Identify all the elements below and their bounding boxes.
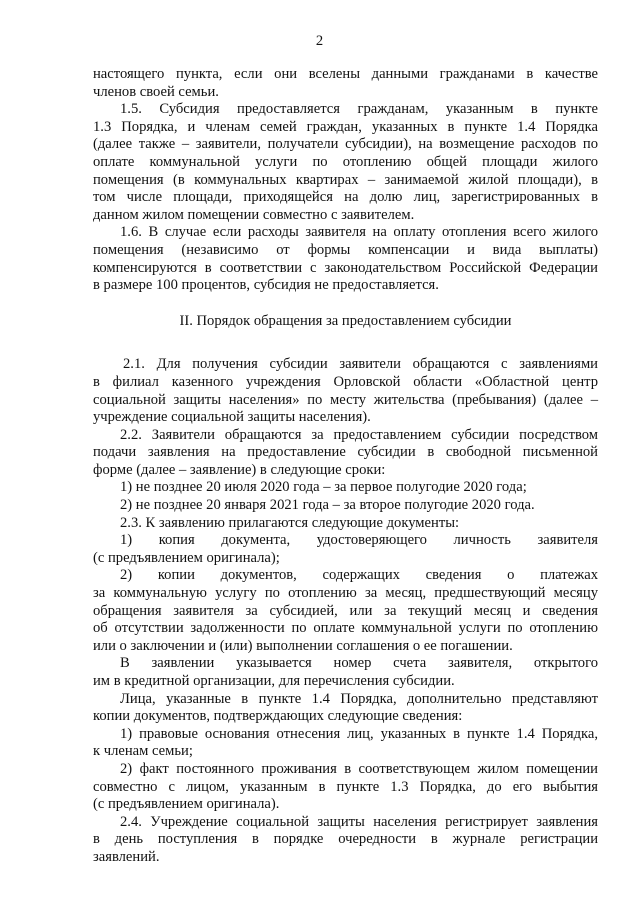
text-line: в размере 100 процентов, субсидия не предоставляется. — [93, 277, 439, 294]
text-line: 1) копия документа, удостоверяющего личность заявителя — [120, 532, 598, 549]
list-item-family-1 — [93, 726, 598, 761]
paragraph-1-6 — [93, 224, 598, 294]
paragraph-continuation — [93, 66, 598, 101]
text-line: учреждение социальной защиты населения). — [93, 409, 371, 426]
text-line: В заявлении указывается номер счета заявителя, открытого — [120, 655, 598, 672]
list-item-document-1 — [93, 532, 598, 567]
paragraph-account — [93, 655, 598, 690]
paragraph-family-members — [93, 691, 598, 726]
paragraph-1-5 — [93, 101, 598, 224]
text-line: данном жилом помещении совместно с заявителем. — [93, 206, 415, 223]
text-line: 1.5. Субсидия предоставляется гражданам, указанным в пункте — [120, 101, 598, 118]
text-line: оплате коммунальной услуги по отоплению общей площади жилого — [93, 153, 598, 170]
text-line: помещения (независимо от формы компенсации и вида выплаты) — [93, 241, 598, 258]
text-line: в филиал казенного учреждения Орловской области «Областной центр — [93, 373, 598, 390]
text-line: форме (далее – заявление) в следующие сроки: — [93, 461, 386, 478]
text-line: 2.4. Учреждение социальной защиты населения регистрирует заявления — [120, 813, 598, 830]
text-line: (далее также – заявители, получатели субсидии), на возмещение расходов по — [93, 136, 598, 153]
text-line: об отсутствии задолженности по оплате коммунальной услуги по отоплению — [93, 620, 598, 637]
text-line: социальной защиты населения» по месту жительства (пребывания) (далее – — [93, 391, 598, 408]
text-line: к членам семьи; — [93, 743, 193, 760]
paragraph-2-4 — [93, 814, 598, 867]
text-line: Лица, указанные в пункте 1.4 Порядка, дополнительно представляют — [120, 690, 598, 707]
document-body — [93, 66, 598, 867]
paragraph-2-3: 2.3. К заявлению прилагаются следующие документы: — [120, 514, 460, 531]
paragraph-2-2 — [93, 427, 598, 480]
section-heading: II. Порядок обращения за предоставлением субсидии — [179, 312, 512, 329]
text-line: 1.6. В случае если расходы заявителя на оплату отопления всего жилого — [120, 224, 598, 241]
text-line: (с предъявлением оригинала); — [93, 549, 280, 566]
text-line: 2) копии документов, содержащих сведения о платежах — [120, 567, 598, 584]
text-line: за коммунальную услугу по отоплению за месяц, предшествующий месяцу — [93, 585, 598, 602]
list-item-deadline-1: 1) не позднее 20 июля 2020 года – за первое полугодие 2020 года; — [120, 479, 527, 496]
text-line: 1) правовые основания отнесения лиц, указанных в пункте 1.4 Порядка, — [120, 725, 598, 742]
text-line: том числе площади, приходящейся на долю лиц, зарегистрированных в — [93, 189, 598, 206]
text-line: или о заключении и (или) выполнении соглашения о ее погашении. — [93, 637, 513, 654]
list-item-deadline-2: 2) не позднее 20 января 2021 года – за второе полугодие 2020 года. — [120, 497, 535, 514]
text-line: 2.1. Для получения субсидии заявители обращаются с заявлениями — [123, 356, 598, 373]
text-line: настоящего пункта, если они вселены данными гражданами в качестве — [93, 66, 598, 82]
text-line: 1.3 Порядка, и членам семей граждан, указанных в пункте 1.4 Порядка — [93, 118, 598, 135]
text-line: обращения заявителя за субсидией, или за текущий месяц и сведения — [93, 602, 598, 619]
text-line: заявлений. — [93, 848, 160, 865]
list-item-family-2 — [93, 761, 598, 814]
paragraph-2-1 — [93, 356, 598, 426]
text-line: им в кредитной организации, для перечисления субсидии. — [93, 673, 455, 689]
text-line: подачи заявления на предоставление субсидии в свободной письменной — [93, 444, 598, 461]
text-line: компенсируются в соответствии с законодательством Российской Федерации — [93, 259, 598, 276]
text-line: совместно с лицом, указанным в пункте 1.3 Порядка, до его выбытия — [93, 778, 598, 795]
text-line: копии документов, подтверждающих следующие сведения: — [93, 708, 463, 725]
text-line: (с предъявлением оригинала). — [93, 796, 280, 813]
text-line: 2.2. Заявители обращаются за предоставлением субсидии посредством — [120, 426, 598, 443]
page-number: 2 — [315, 33, 324, 49]
text-line: членов своей семьи. — [93, 83, 219, 100]
text-line: 2) факт постоянного проживания в соответствующем жилом помещении — [120, 760, 598, 777]
text-line: в день поступления в порядке очередности в журнале регистрации — [93, 831, 598, 848]
text-line: помещения (в коммунальных квартирах – занимаемой жилой площади), в — [93, 171, 598, 188]
list-item-document-2 — [93, 567, 598, 655]
